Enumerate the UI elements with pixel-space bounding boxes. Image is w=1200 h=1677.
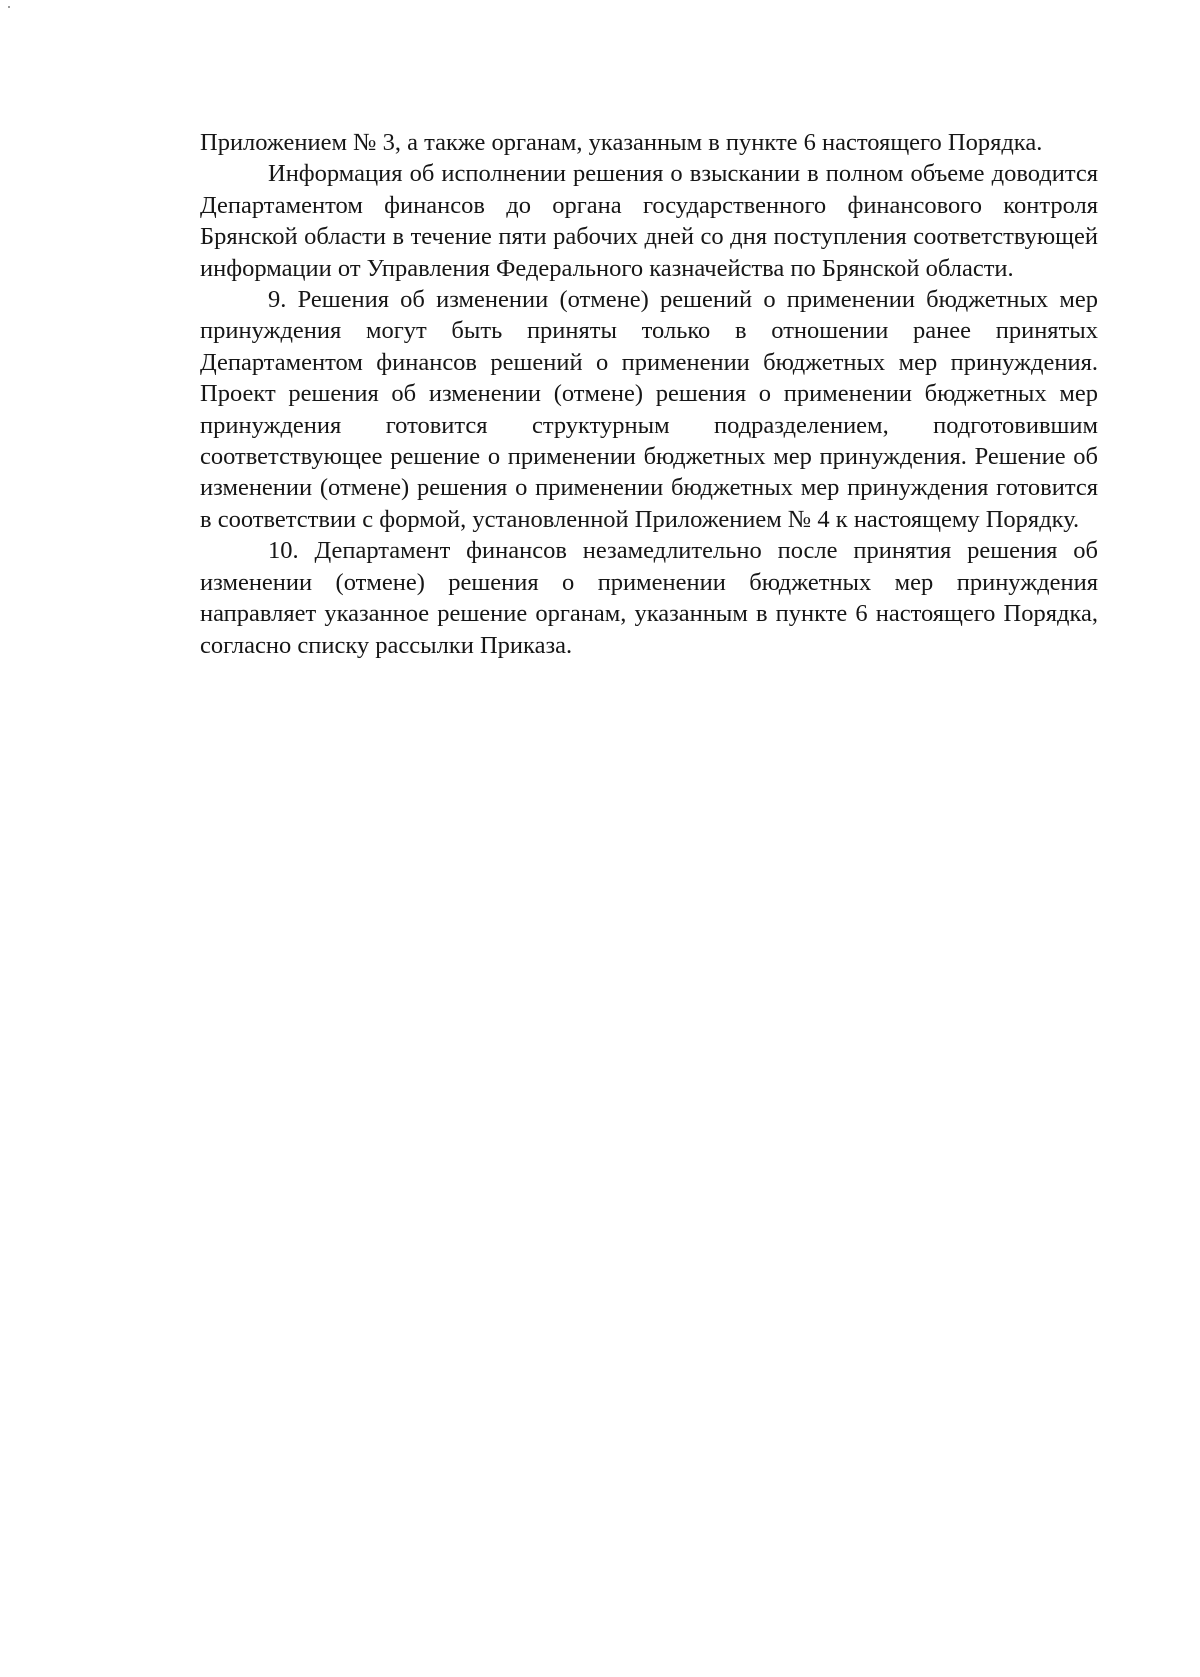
paragraph-item-10: 10. Департамент финансов незамедлительно после принятия решения об изменении (отмене) решения о применении бюджетных мер принуждения направляет указанное решение органам, указанным в пункте 6 настоящего Порядка, согласно списку рассылки Приказа. (200, 537, 1098, 659)
scan-artifact-dot (8, 6, 10, 8)
paragraph-execution-info: Информация об исполнении решения о взыскании в полном объеме доводится Департаментом финансов до органа государственного финансового контроля Брянской области в течение пяти рабочих дней со дня поступления соответствующей информации от Управления Федерального казначейства по Брянской области. (200, 160, 1098, 282)
paragraph-continuation: Приложением № 3, а также органам, указанным в пункте 6 настоящего Порядка. (200, 129, 1043, 156)
paragraph-item-9: 9. Решения об изменении (отмене) решений о применении бюджетных мер принуждения могут быть приняты только в отношении ранее принятых Департаментом финансов решений о применении бюджетных мер принуждения. Проект решения об изменении (отмене) решения о применении бюджетных мер принуждения готовится структурным подразделением, подготовившим соответствующее решение о применении бюджетных мер принуждения. Решение об изменении (отмене) решения о применении бюджетных мер принуждения готовится в соответствии с формой, установленной Приложением № 4 к настоящему Порядку. (200, 286, 1098, 533)
document-body (200, 127, 1098, 661)
